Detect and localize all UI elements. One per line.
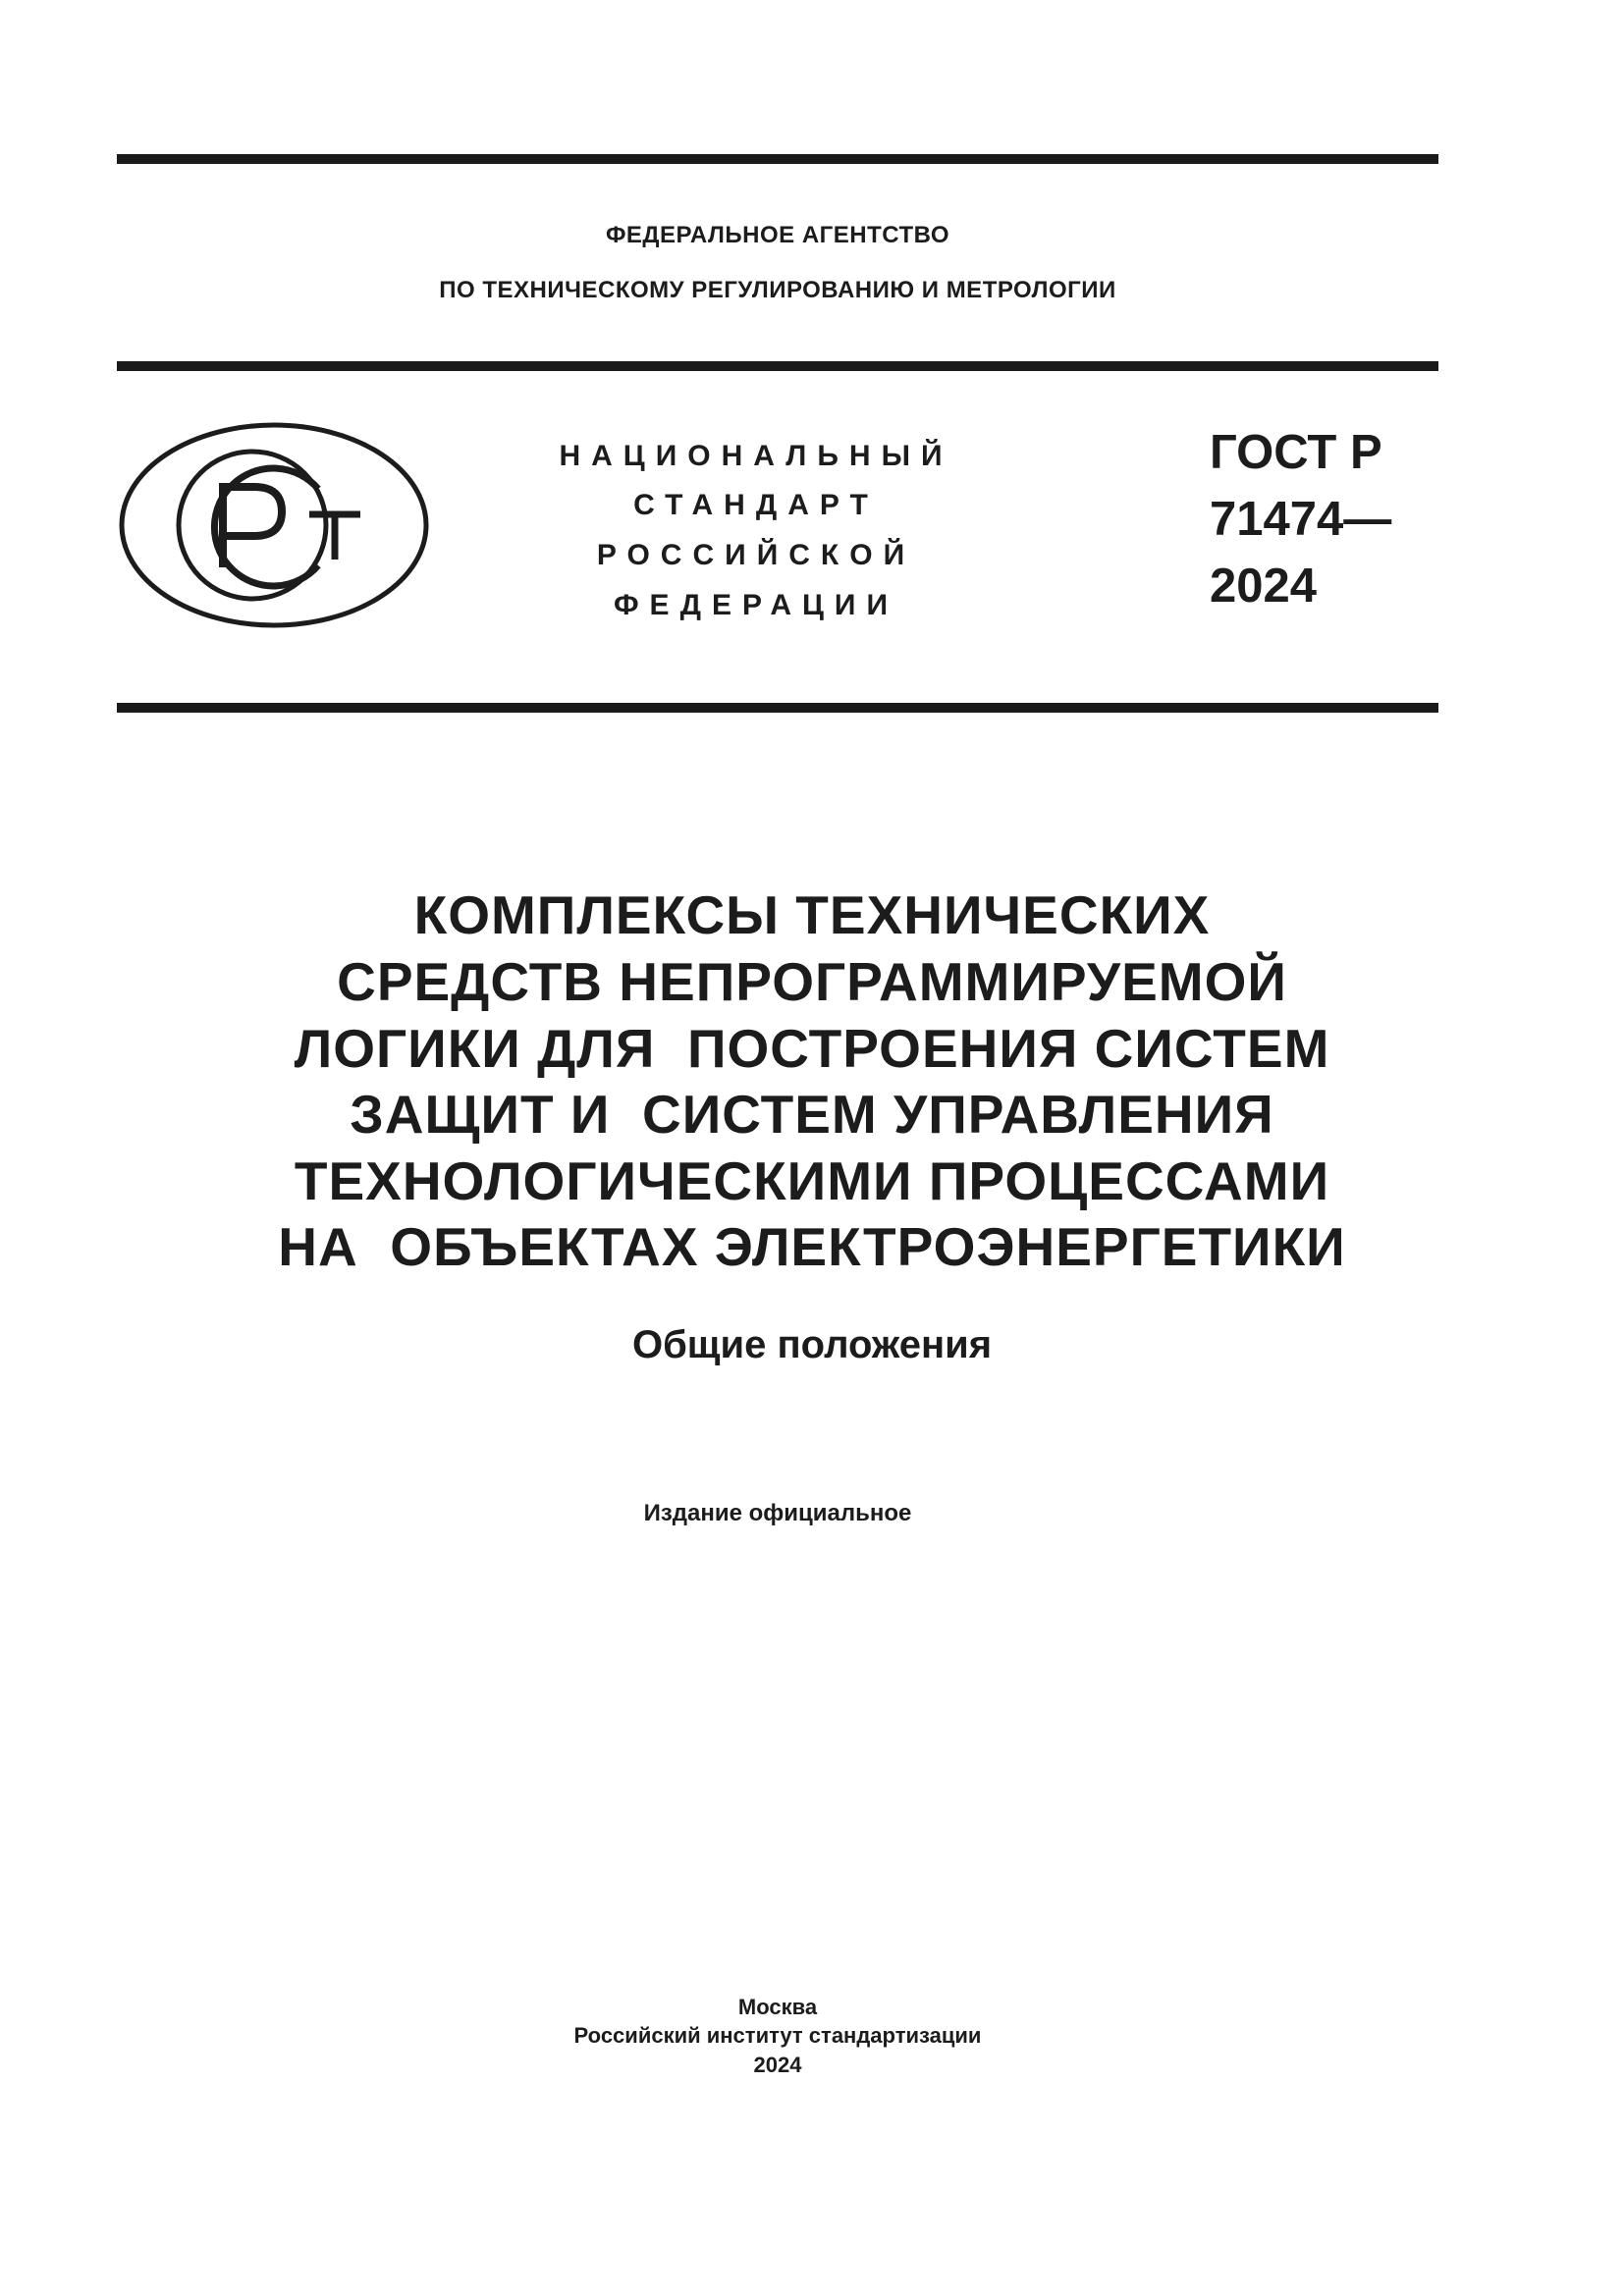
document-title-line-1: КОМПЛЕКСЫ ТЕХНИЧЕСКИХ bbox=[413, 884, 1211, 945]
national-standard-line-4: ФЕДЕРАЦИИ bbox=[613, 589, 899, 621]
top-rule bbox=[117, 154, 1438, 164]
national-standard-line-1: НАЦИОНАЛЬНЫЙ bbox=[559, 440, 953, 472]
document-title-line-2: СРЕДСТВ НЕПРОГРАММИРУЕМОЙ bbox=[337, 951, 1287, 1012]
document-subtitle: Общие положения bbox=[631, 1323, 993, 1366]
document-title-line-4: ЗАЩИТ И СИСТЕМ УПРАВЛЕНИЯ bbox=[350, 1084, 1274, 1145]
document-title-line-3: ЛОГИКИ ДЛЯ ПОСТРОЕНИЯ СИСТЕМ bbox=[294, 1018, 1330, 1079]
gost-designation-line-2: 71474— bbox=[1210, 493, 1392, 546]
gost-designation-line-3: 2024 bbox=[1210, 560, 1318, 613]
gost-designation-line-1: ГОСТ Р bbox=[1210, 426, 1382, 479]
agency-name-line-1: ФЕДЕРАЛЬНОЕ АГЕНТСТВО bbox=[605, 222, 950, 248]
national-standard-line-3: РОССИЙСКОЙ bbox=[596, 539, 916, 571]
publisher-city: Москва bbox=[737, 1995, 818, 2019]
publisher-institute: Российский институт стандартизации bbox=[573, 2023, 982, 2048]
rst-gost-logo-icon bbox=[117, 420, 431, 631]
edition-note: Издание официальное bbox=[643, 1500, 912, 1526]
header-rule bbox=[117, 361, 1438, 371]
document-title-line-6: НА ОБЪЕКТАХ ЭЛЕКТРОЭНЕРГЕТИКИ bbox=[278, 1216, 1346, 1277]
publication-year: 2024 bbox=[753, 2053, 802, 2077]
national-standard-line-2: СТАНДАРТ bbox=[633, 489, 879, 521]
agency-name-line-2: ПО ТЕХНИЧЕСКОМУ РЕГУЛИРОВАНИЮ И МЕТРОЛОГИИ bbox=[439, 277, 1116, 303]
document-title-line-5: ТЕХНОЛОГИЧЕСКИМИ ПРОЦЕССАМИ bbox=[294, 1150, 1330, 1211]
designation-rule bbox=[117, 703, 1438, 713]
